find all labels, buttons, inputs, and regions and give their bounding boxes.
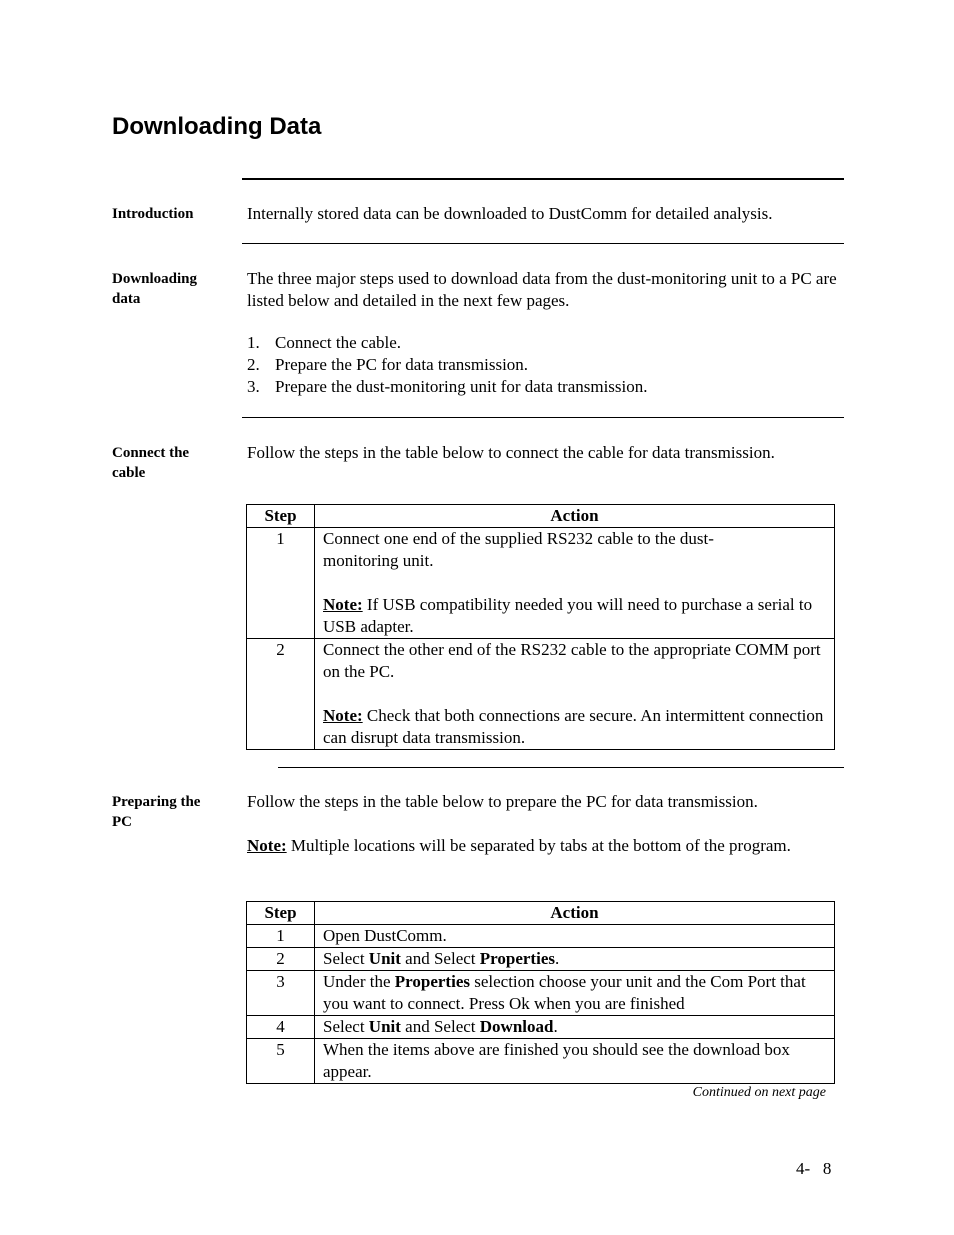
action-keyword: Unit (368, 1017, 401, 1036)
table-row (247, 948, 835, 971)
step-action (315, 948, 835, 971)
table-row (247, 1039, 835, 1084)
section-divider (242, 243, 844, 244)
section-divider (278, 767, 844, 768)
list-number: 2. (247, 355, 260, 374)
step-action (315, 639, 835, 750)
intro-text: Internally stored data can be downloaded to DustComm for detailed analysis. (247, 204, 773, 223)
table-row (247, 528, 835, 639)
action-keyword: Properties (394, 972, 470, 991)
section-divider (242, 178, 844, 180)
table-header-row (247, 902, 835, 925)
list-number: 3. (247, 377, 260, 396)
label-line: Connect the (112, 445, 190, 461)
step-number: 2 (247, 948, 315, 971)
preparing-note (247, 835, 807, 857)
action-keyword: Download (479, 1017, 554, 1036)
label-line: Preparing the (112, 794, 201, 810)
label-text: Introduction (112, 206, 194, 222)
step-action (315, 1039, 835, 1084)
action-text: Open DustComm. (323, 926, 447, 945)
step-number: 5 (247, 1039, 315, 1084)
action-text: Connect the other end of the RS232 cable to the appropriate COMM port on the PC. (323, 640, 821, 681)
list-text: Prepare the dust-monitoring unit for data transmission. (275, 377, 648, 396)
note-text: Check that both connections are secure. An intermittent connection can disrupt data transmission. (323, 706, 824, 747)
step-action (315, 925, 835, 948)
list-item (247, 332, 842, 354)
action-text: . (554, 949, 560, 968)
action-note (323, 594, 826, 638)
section-label-connect (112, 443, 232, 483)
table-row (247, 925, 835, 948)
label-line: cable (112, 465, 146, 481)
action-text: When the items above are finished you should see the download box appear. (323, 1040, 790, 1081)
section-label-introduction (112, 204, 232, 224)
section-divider (242, 417, 844, 418)
step-number: 1 (247, 528, 315, 639)
action-text: and Select (400, 1017, 480, 1036)
section-body-connect (247, 442, 842, 464)
page-number: 4- 8 (796, 1159, 832, 1178)
note-label: Note: (247, 836, 287, 855)
action-text: selection choose your unit and the Com Port that you want to connect. Press Ok when you are finished (323, 972, 806, 1013)
step-number: 2 (247, 639, 315, 750)
list-text: Prepare the PC for data transmission. (275, 355, 529, 374)
note-text: If USB compatibility needed you will need to purchase a serial to USB adapter. (323, 595, 813, 636)
action-text: Under the (323, 972, 395, 991)
action-text: and Select (400, 949, 480, 968)
section-label-preparing (112, 792, 232, 832)
list-item (247, 354, 842, 376)
action-text: Select (323, 1017, 369, 1036)
preparing-text: Follow the steps in the table below to prepare the PC for data transmission. (247, 792, 758, 811)
page-title: Downloading Data (112, 113, 322, 140)
action-text: . (553, 1017, 558, 1036)
connect-text: Follow the steps in the table below to connect the cable for data transmission. (247, 443, 775, 462)
step-number: 4 (247, 1016, 315, 1039)
section-body-downloading (247, 268, 842, 398)
col-header-step: Step (247, 902, 315, 925)
action-note (323, 705, 826, 749)
step-number: 1 (247, 925, 315, 948)
step-action (315, 528, 835, 639)
table-row (247, 971, 835, 1016)
list-number: 1. (247, 333, 260, 352)
step-action (315, 1016, 835, 1039)
col-header-step: Step (247, 505, 315, 528)
section-body-preparing (247, 791, 842, 857)
col-header-action: Action (315, 902, 835, 925)
section-label-downloading (112, 269, 232, 309)
col-header-action: Action (315, 505, 835, 528)
prepare-pc-table (246, 901, 835, 1084)
step-number: 3 (247, 971, 315, 1016)
downloading-text: The three major steps used to download data from the dust-monitoring unit to a PC are listed below and detailed in the next few pages. (247, 269, 837, 310)
action-text: Connect one end of the supplied RS232 cable to the dust-monitoring unit. (323, 529, 714, 570)
table-row (247, 1016, 835, 1039)
section-body-introduction (247, 203, 842, 225)
list-item (247, 376, 842, 398)
list-text: Connect the cable. (275, 333, 402, 352)
connect-cable-table (246, 504, 835, 750)
label-line: data (112, 291, 141, 307)
action-keyword: Unit (368, 949, 401, 968)
step-action (315, 971, 835, 1016)
label-line: Downloading (112, 271, 198, 287)
action-text: Select (323, 949, 369, 968)
continued-note: Continued on next page (692, 1085, 826, 1100)
note-label: Note: (323, 595, 363, 614)
action-keyword: Properties (479, 949, 555, 968)
note-label: Note: (323, 706, 363, 725)
label-line: PC (112, 814, 132, 830)
major-steps-list (247, 332, 842, 398)
table-header-row (247, 505, 835, 528)
table-row (247, 639, 835, 750)
note-text: Multiple locations will be separated by tabs at the bottom of the program. (286, 836, 791, 855)
